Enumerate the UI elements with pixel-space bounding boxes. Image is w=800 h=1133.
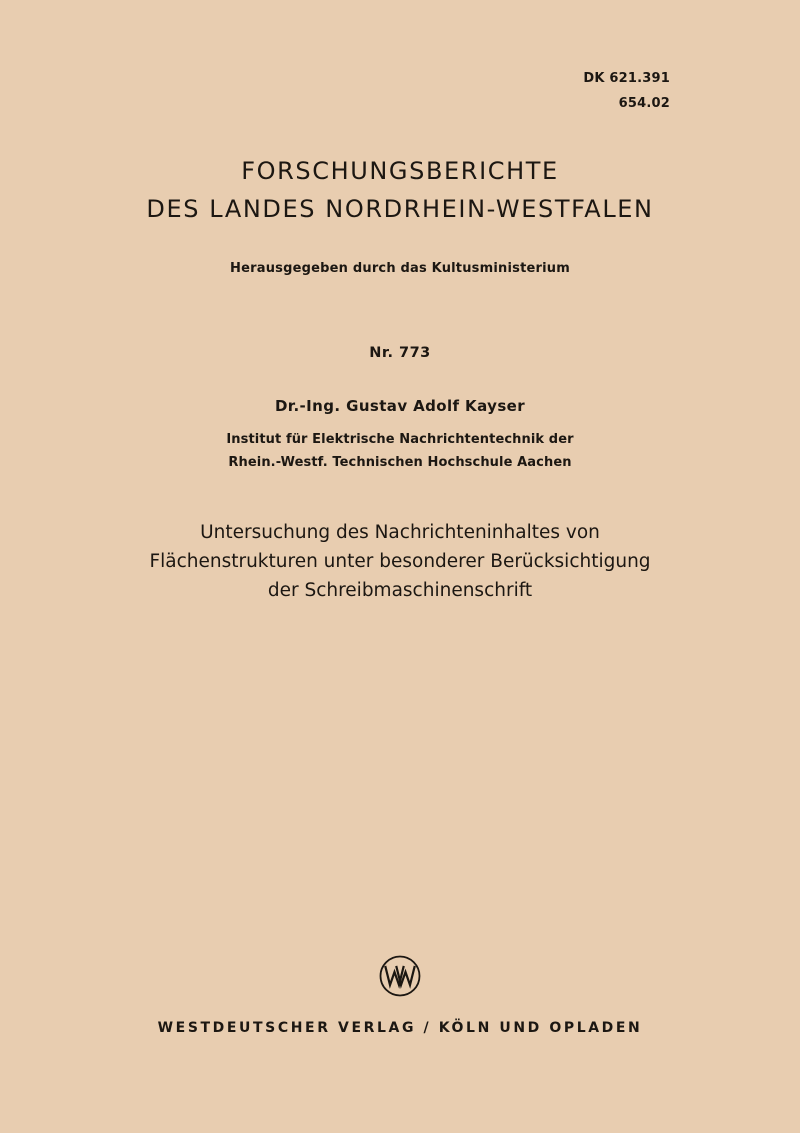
- book-title-line-3: der Schreibmaschinenschrift: [267, 580, 533, 601]
- series-title: [0, 152, 800, 228]
- book-title-line-2: Flächenstrukturen unter besonderer Berücksichtigung: [149, 551, 651, 572]
- classification-line-2: 654.02: [618, 96, 670, 111]
- book-title: [0, 518, 800, 605]
- classification-code: [583, 66, 670, 116]
- series-title-line-1: FORSCHUNGSBERICHTE: [241, 157, 559, 185]
- report-number: Nr. 773: [369, 345, 431, 361]
- author-name: Dr.-Ing. Gustav Adolf Kayser: [274, 397, 526, 415]
- classification-line-1: DK 621.391: [583, 71, 670, 86]
- institute-line-2: Rhein.-Westf. Technischen Hochschule Aachen: [228, 455, 572, 470]
- book-title-line-1: Untersuchung des Nachrichteninhaltes von: [200, 522, 600, 543]
- institute-line-1: Institut für Elektrische Nachrichtentechnik der: [226, 432, 574, 447]
- editor-line: Herausgegeben durch das Kultusministerium: [230, 261, 570, 276]
- ww-monogram-logo-icon: [379, 955, 421, 997]
- institute: [0, 428, 800, 474]
- series-title-line-2: DES LANDES NORDRHEIN-WESTFALEN: [146, 195, 654, 223]
- publisher-line: WESTDEUTSCHER VERLAG / KÖLN UND OPLADEN: [157, 1020, 643, 1036]
